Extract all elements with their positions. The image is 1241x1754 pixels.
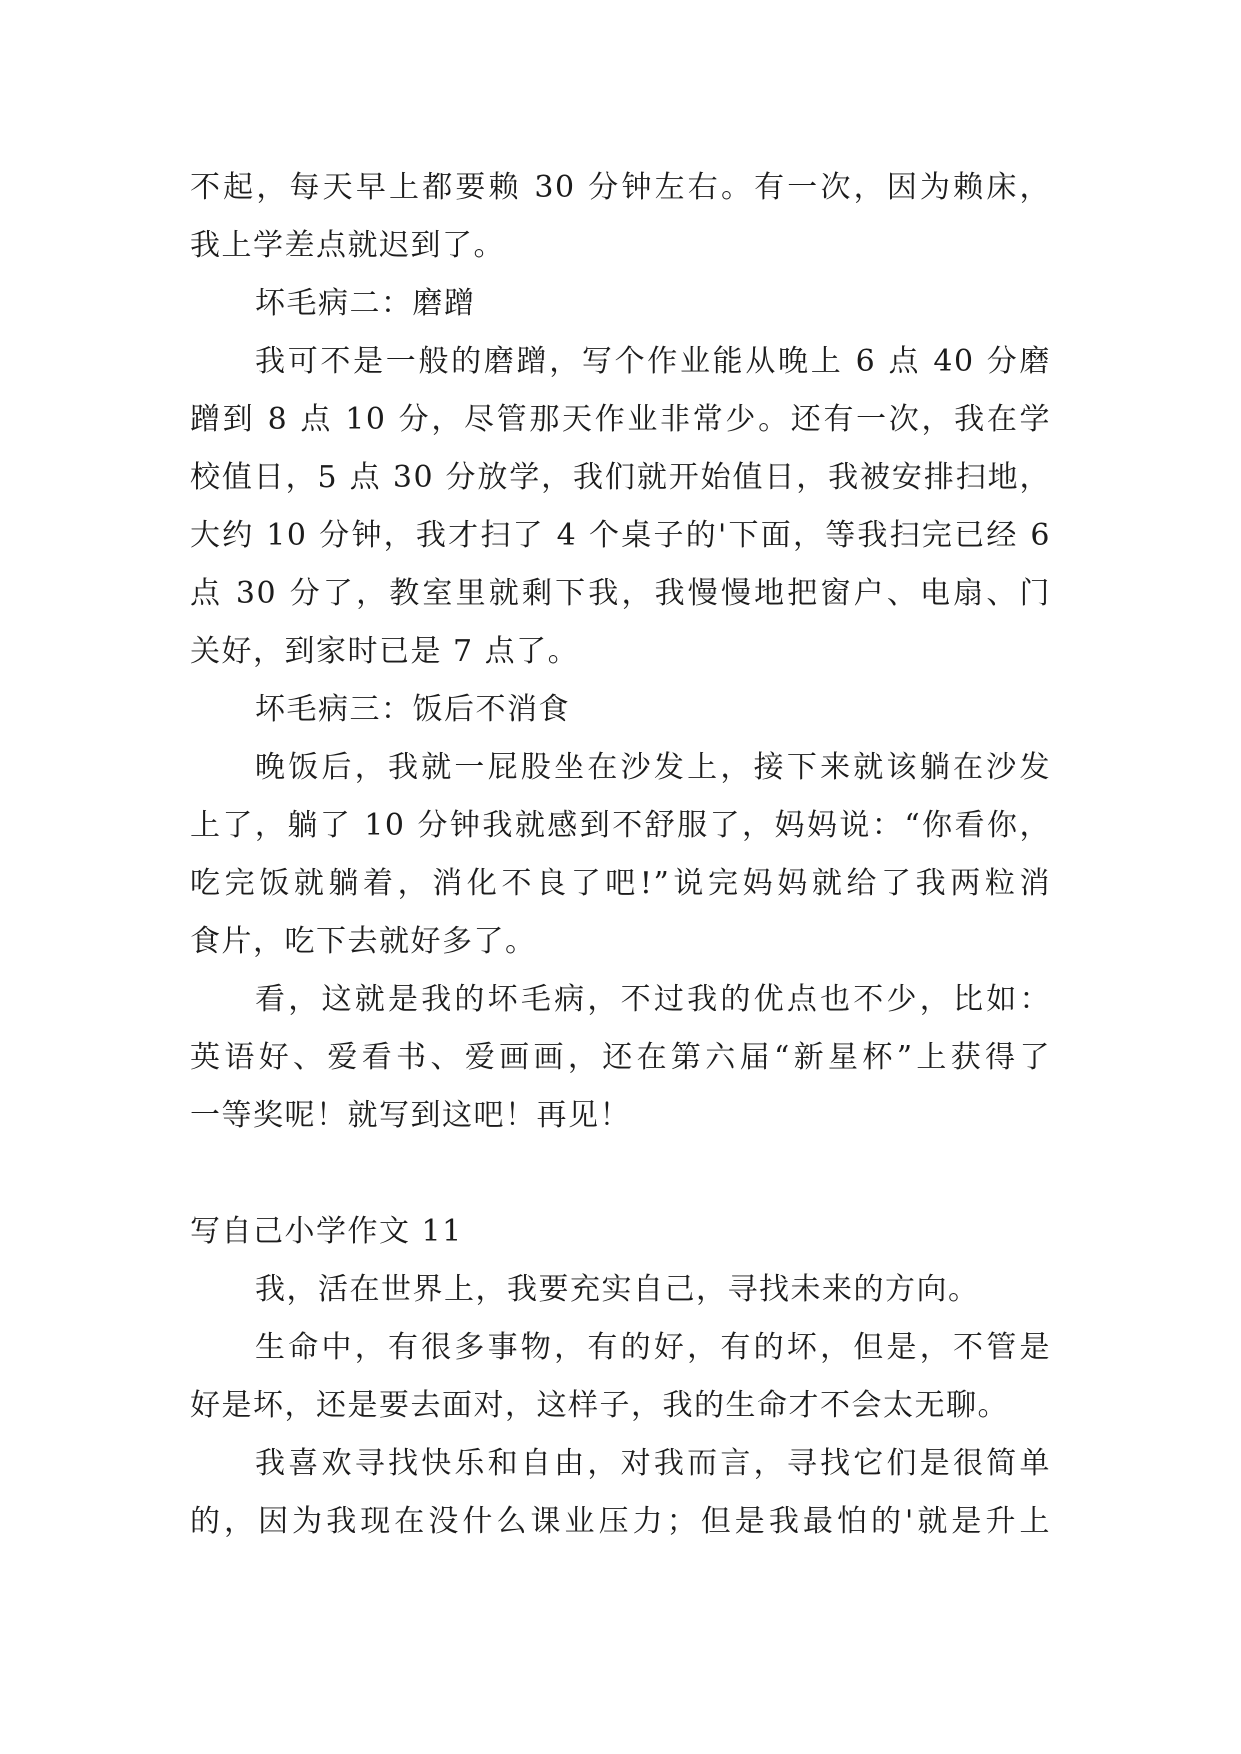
- text-line: 好是坏，还是要去面对，这样子，我的生命才不会太无聊。: [190, 1388, 1009, 1423]
- text-line: 大约 10 分钟，我才扫了 4 个桌子的'下面，等我扫完已经 6: [190, 518, 1051, 553]
- document-body: [190, 159, 1051, 1551]
- text-line: 一等奖呢！就写到这吧！再见！: [190, 1098, 631, 1133]
- text-line: 不起，每天早上都要赖 30 分钟左右。有一次，因为赖床，: [190, 170, 1051, 205]
- paragraph: [190, 1319, 1051, 1435]
- text-line: 上了，躺了 10 分钟我就感到不舒服了，妈妈说：“你看你，: [190, 808, 1051, 843]
- paragraph: [190, 971, 1051, 1145]
- section-title: [190, 1203, 1051, 1261]
- text-line: 英语好、爱看书、爱画画，还在第六届“新星杯”上获得了: [190, 1040, 1051, 1075]
- subheading: [190, 275, 1051, 333]
- text-line: 生命中，有很多事物，有的好，有的坏，但是，不管是: [255, 1330, 1051, 1365]
- text-line: 食片，吃下去就好多了。: [190, 924, 537, 959]
- paragraph: [190, 333, 1051, 681]
- subheading: [190, 681, 1051, 739]
- text-line: 坏毛病二：磨蹭: [255, 286, 476, 321]
- text-line: 我上学差点就迟到了。: [190, 228, 505, 263]
- text-line: 吃完饭就躺着，消化不良了吧!”说完妈妈就给了我两粒消: [190, 866, 1051, 901]
- paragraph: [190, 1435, 1051, 1551]
- text-line: 我可不是一般的磨蹭，写个作业能从晚上 6 点 40 分磨: [255, 344, 1051, 379]
- text-line: 写自己小学作文 11: [190, 1214, 463, 1249]
- paragraph: [190, 739, 1051, 971]
- text-line: 校值日，5 点 30 分放学，我们就开始值日，我被安排扫地，: [190, 460, 1051, 495]
- paragraph: [190, 159, 1051, 275]
- text-line: 我喜欢寻找快乐和自由，对我而言，寻找它们是很简单: [255, 1446, 1051, 1481]
- text-line: 我，活在世界上，我要充实自己，寻找未来的方向。: [255, 1272, 980, 1307]
- paragraph: [190, 1261, 1051, 1319]
- text-line: 看，这就是我的坏毛病，不过我的优点也不少，比如：: [255, 982, 1051, 1017]
- text-line: 的，因为我现在没什么课业压力；但是我最怕的'就是升上: [190, 1504, 1051, 1539]
- text-line: 坏毛病三：饭后不消食: [255, 692, 570, 727]
- text-line: 点 30 分了，教室里就剩下我，我慢慢地把窗户、电扇、门: [190, 576, 1051, 611]
- text-line: 蹭到 8 点 10 分，尽管那天作业非常少。还有一次，我在学: [190, 402, 1051, 437]
- text-line: 晚饭后，我就一屁股坐在沙发上，接下来就该躺在沙发: [255, 750, 1051, 785]
- text-line: 关好，到家时已是 7 点了。: [190, 634, 580, 669]
